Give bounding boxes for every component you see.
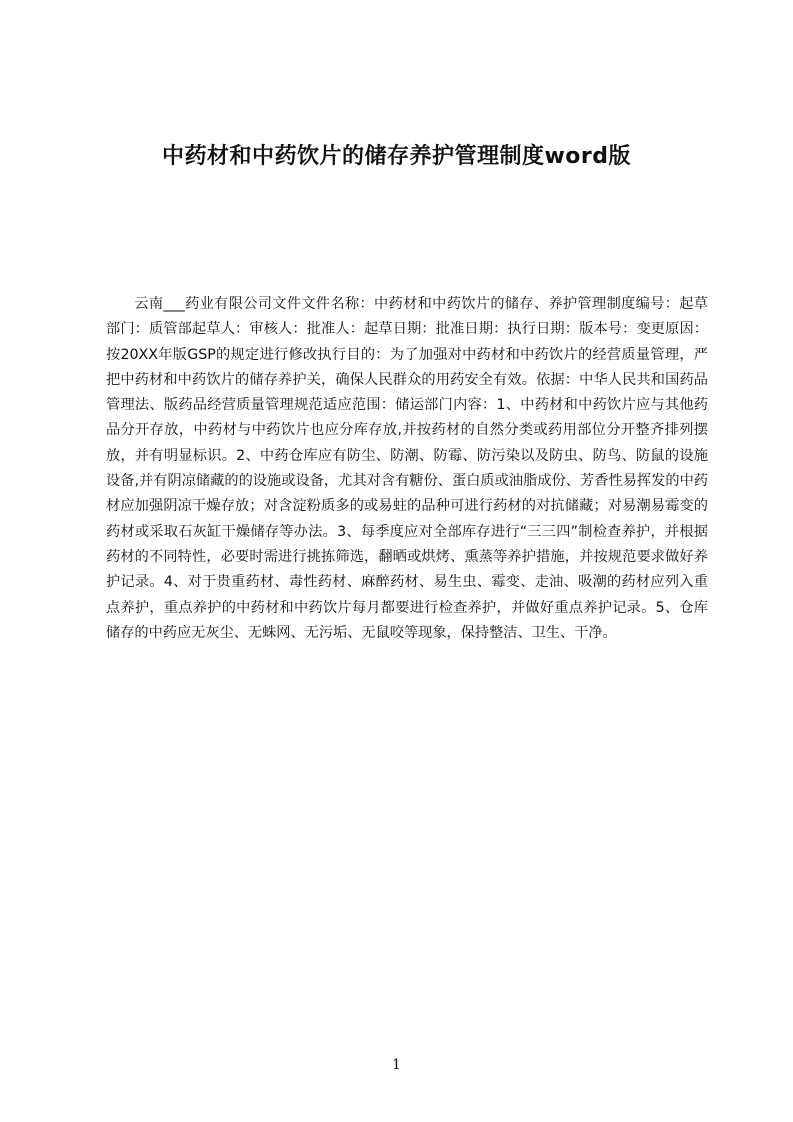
document-body: 云南___药业有限公司文件文件名称：中药材和中药饮片的储存、养护管理制度编号：起草部门：质管部起草人：审核人：批准人：起草日期：批准日期：执行日期：版本号：变更原因：按20XX年版GSP的规定进行修改执行目的：为了加强对中药材和中药饮片的经营质量管理，严把中药材和中药饮片的储存养护关，确保人民群众的用药安全有效。依据：中华人民共和国药品管理法、版药品经营质量管理规范适应范围：储运部门内容：1、中药材和中药饮片应与其他药品分开存放，中药材与中药饮片也应分库存放,并按药材的自然分类或药用部位分开整齐排列摆放，并有明显标识。2、中药仓库应有防尘、防潮、防霉、防污染以及防虫、防鸟、防鼠的设施设备,并有阴凉储藏的的设施或设备，尤其对含有糖份、蛋白质或油脂成份、芳香性易挥发的中药材应加强阴凉干燥存放；对含淀粉质多的或易蛀的品种可进行药材的对抗储藏；对易潮易霉变的药材或采取石灰缸干燥储存等办法。3、每季度应对全部库存进行“三三四”制检查养护，并根据药材的不同特性，必要时需进行挑拣筛选，翻晒或烘烤、熏蒸等养护措施，并按规范要求做好养护记录。4、对于贵重药材、毒性药材、麻醉药材、易生虫、霉变、走油、吸潮的药材应列入重点养护，重点养护的中药材和中药饮片每月都要进行检查养护，并做好重点养护记录。5、仓库储存的中药应无灰尘、无蛛网、无污垢、无鼠咬等现象，保持整洁、卫生、干净。: [106, 296, 708, 641]
page-number: 1: [392, 1057, 401, 1073]
document-title: 中药材和中药饮片的储存养护管理制度word版: [161, 144, 632, 169]
